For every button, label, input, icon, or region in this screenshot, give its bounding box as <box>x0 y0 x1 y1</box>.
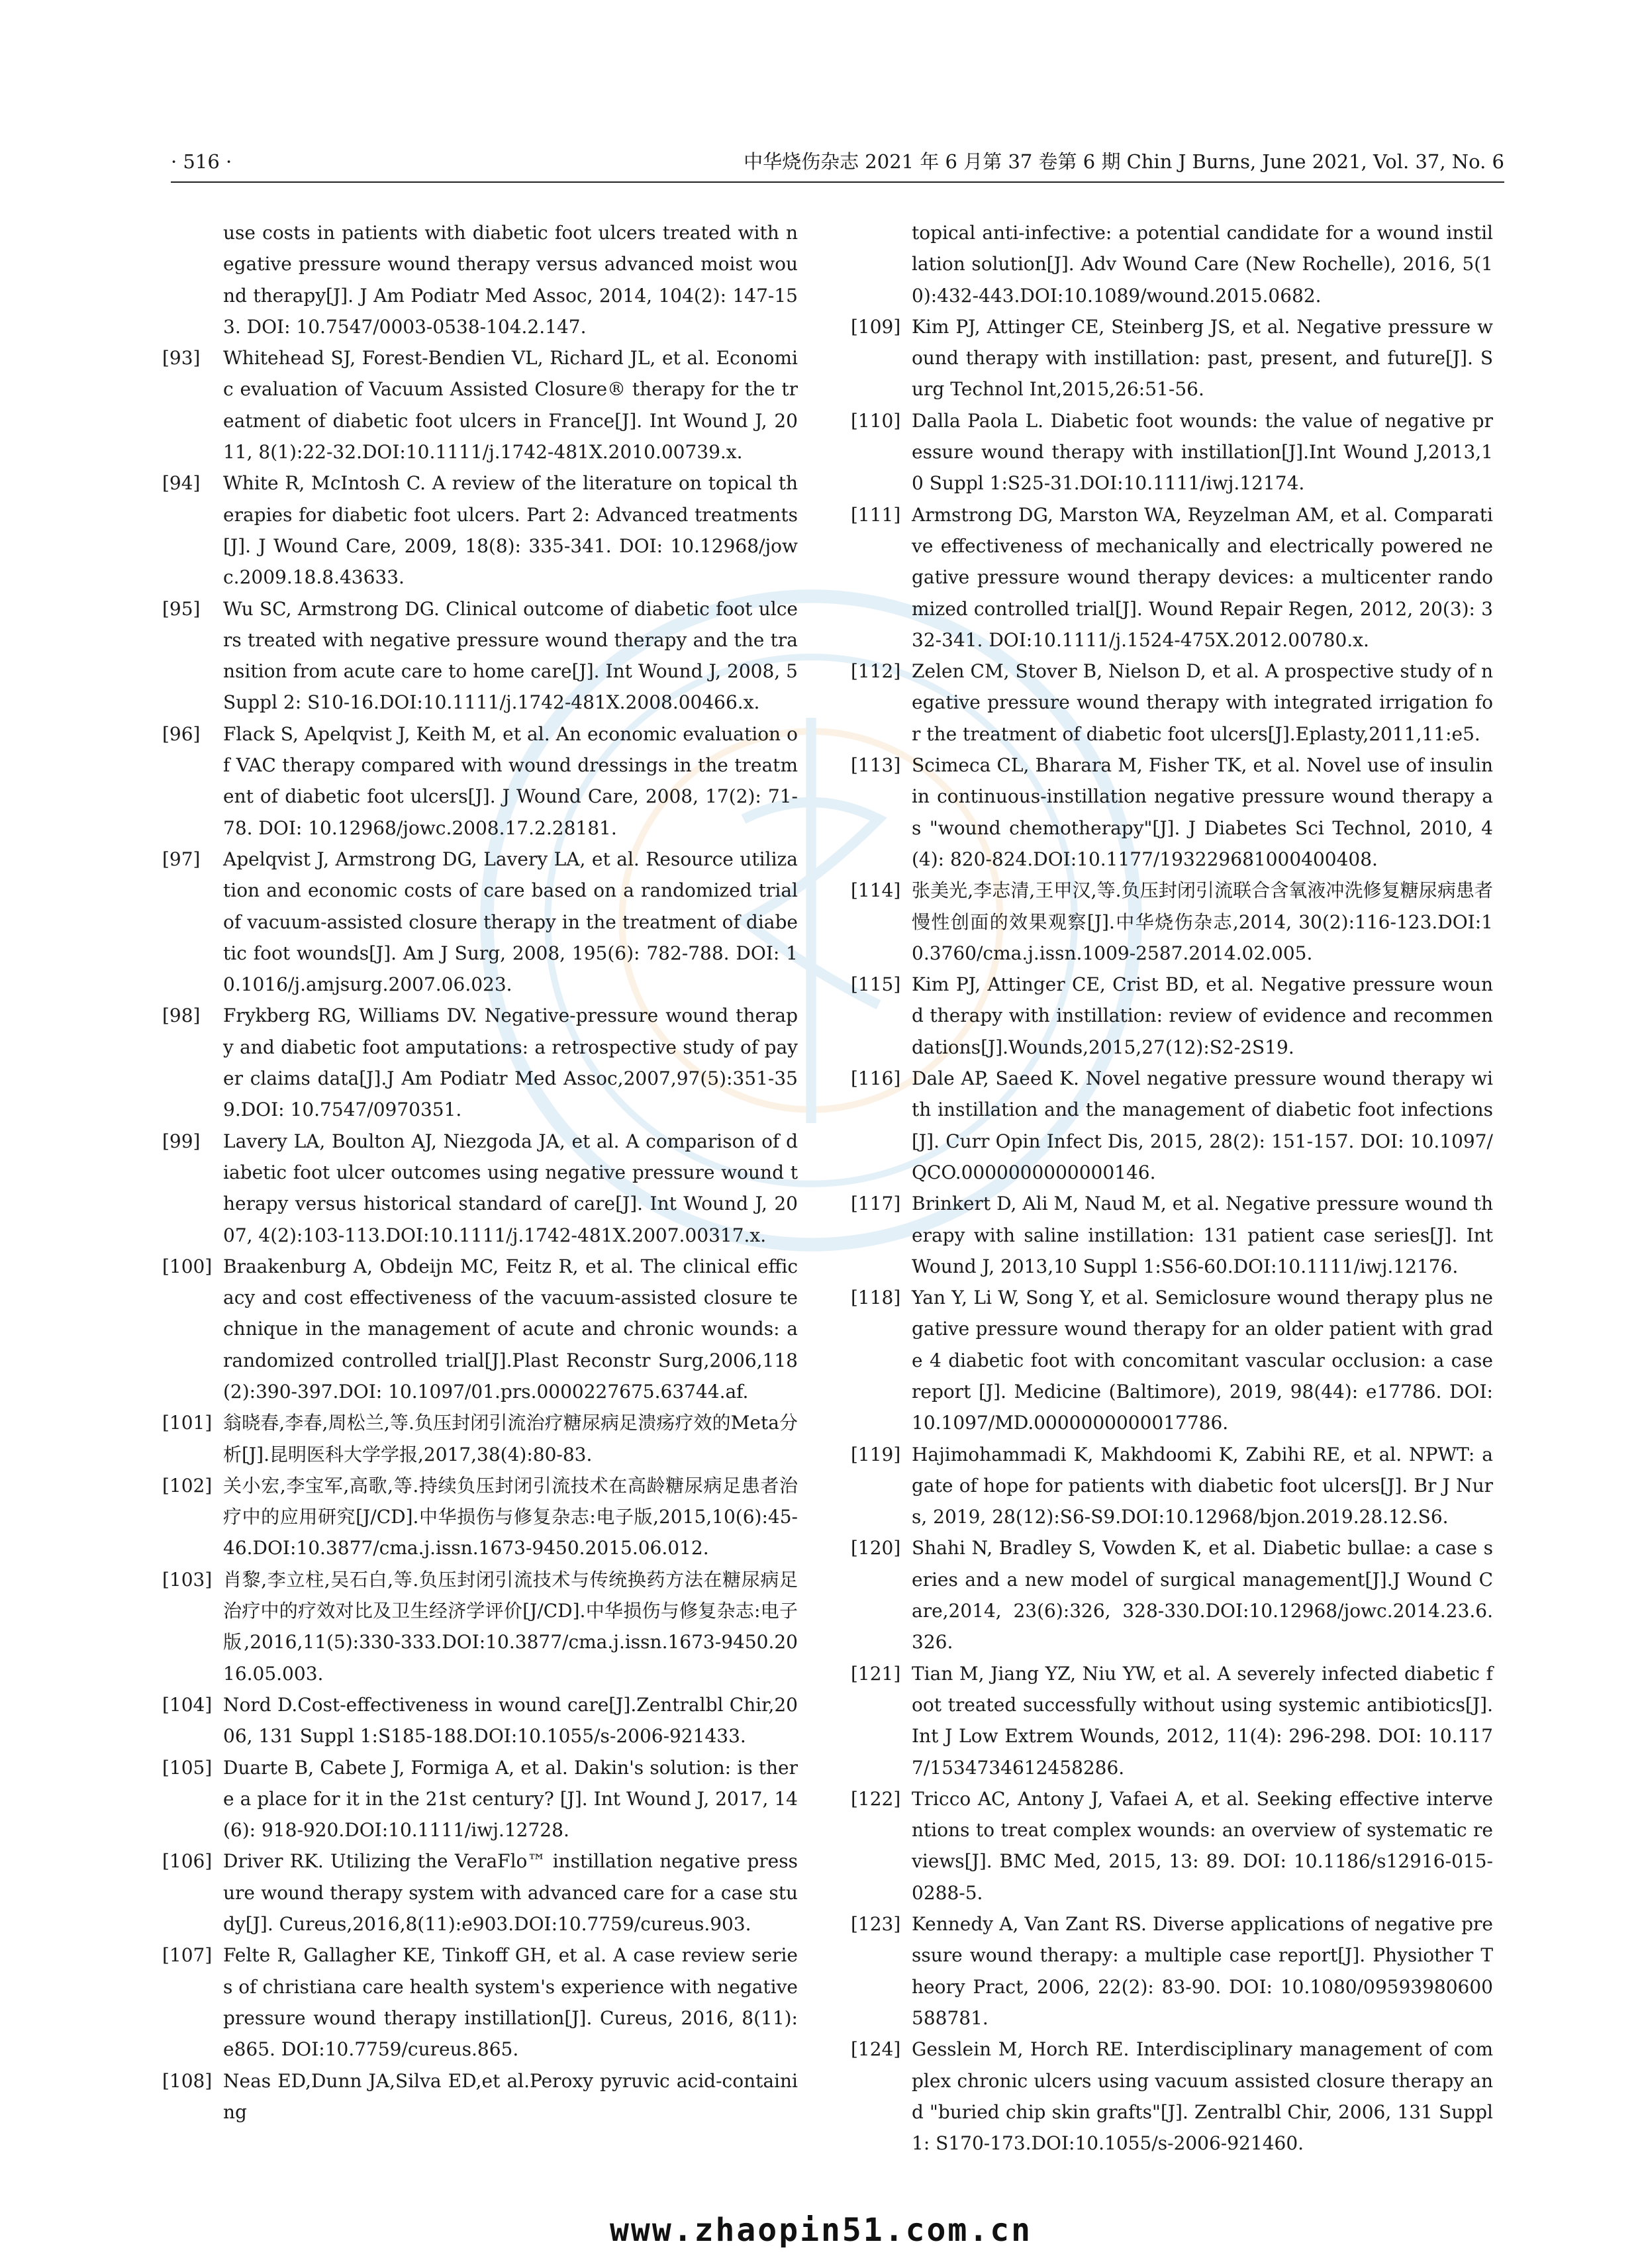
footer-url: www.zhaopin51.com.cn <box>610 2212 1032 2249</box>
reference-item <box>162 1000 798 1125</box>
reference-item <box>162 217 798 342</box>
reference-text: Lavery LA, Boulton AJ, Niezgoda JA, et al. A comparison of diabetic foot ulcer outcomes using negative pressure wound therapy versus historical standard of care[J]. Int Wound J, 2007, 4(2):103-113.DOI:10.1111/j.1742-481X.2007.00317.x. <box>223 1130 798 1246</box>
reference-item <box>851 1658 1493 1783</box>
reference-number: [111] <box>851 503 901 526</box>
reference-text: use costs in patients with diabetic foot ulcers treated with negative pressure wound therapy versus advanced moist wound therapy[J]. J Am Podiatr Med Assoc, 2014, 104(2): 147-153. DOI: 10.7547/0003-0538-104.2.147. <box>223 222 798 338</box>
reference-text: White R, McIntosh C. A review of the literature on topical therapies for diabetic foot ulcers. Part 2: Advanced treatments[J]. J Wound Care, 2009, 18(8): 335-341. DOI: 10.12968/jowc.2009.18.8.43633. <box>223 472 798 589</box>
reference-text: Driver RK. Utilizing the VeraFlo™ instillation negative pressure wound therapy system with advanced care for a case study[J]. Cureus,2016,8(11):e903.DOI:10.7759/cureus.903. <box>223 1850 798 1936</box>
reference-text: Dalla Paola L. Diabetic foot wounds: the value of negative pressure wound therapy with instillation[J].Int Wound J,2013,10 Suppl 1:S25-31.DOI:10.1111/iwj.12174. <box>912 409 1493 495</box>
reference-number: [121] <box>851 1662 901 1685</box>
reference-column-right <box>851 217 1493 2159</box>
reference-item <box>851 750 1493 875</box>
reference-item <box>162 468 798 593</box>
reference-number: [93] <box>162 347 201 370</box>
reference-text: Braakenburg A, Obdeijn MC, Feitz R, et al. The clinical efficacy and cost effectiveness of the vacuum-assisted closure technique in the management of acute and chronic wounds: a randomized controlled trial[J].Plast Reconstr Surg,2006,118(2):390-397.DOI: 10.1097/01.prs.0000227675.63744.af. <box>223 1255 798 1403</box>
reference-text: topical anti-infective: a potential candidate for a wound instillation solution[J]. Adv Wound Care (New Rochelle), 2016, 5(10):432-443.DOI:10.1089/wound.2015.0682. <box>912 222 1493 307</box>
reference-item <box>851 217 1493 311</box>
reference-item <box>851 656 1493 750</box>
reference-text: Kim PJ, Attinger CE, Crist BD, et al. Negative pressure wound therapy with instillation: review of evidence and recommendations[J].Wounds,2015,27(12):S2-2S19. <box>912 973 1493 1058</box>
reference-number: [95] <box>162 597 201 620</box>
journal-citation: 中华烧伤杂志 2021 年 6 月第 37 卷第 6 期 Chin J Burns, June 2021, Vol. 37, No. 6 <box>744 150 1504 173</box>
reference-number: [108] <box>162 2069 213 2092</box>
reference-item <box>851 1282 1493 1438</box>
reference-number: [117] <box>851 1193 901 1215</box>
reference-item <box>162 1752 798 1846</box>
reference-number: [102] <box>162 1474 213 1497</box>
reference-column-left <box>162 217 798 2128</box>
reference-item <box>162 1470 798 1564</box>
reference-item <box>162 1689 798 1752</box>
reference-item <box>162 1940 798 2065</box>
reference-item <box>851 1063 1493 1188</box>
reference-text: Kim PJ, Attinger CE, Steinberg JS, et al. Negative pressure wound therapy with instillation: past, present, and future[J]. Surg Technol Int,2015,26:51-56. <box>912 315 1493 401</box>
reference-text: Frykberg RG, Williams DV. Negative-pressure wound therapy and diabetic foot amputations: a retrospective study of payer claims data[J].J Am Podiatr Med Assoc,2007,97(5):351-359.DOI: 10.7547/0970351. <box>223 1005 798 1121</box>
reference-text: Duarte B, Cabete J, Formiga A, et al. Dakin's solution: is there a place for it in the 21st century? [J]. Int Wound J, 2017, 14(6): 918-920.DOI:10.1111/iwj.12728. <box>223 1756 798 1842</box>
reference-text: Wu SC, Armstrong DG. Clinical outcome of diabetic foot ulcers treated with negative pressure wound therapy and the transition from acute care to home care[J]. Int Wound J, 2008, 5 Suppl 2: S10-16.DOI:10.1111/j.1742-481X.2008.00466.x. <box>223 597 798 714</box>
reference-number: [123] <box>851 1913 901 1936</box>
reference-text: Scimeca CL, Bharara M, Fisher TK, et al. Novel use of insulin in continuous-instillation negative pressure wound therapy as "wound chemotherapy"[J]. J Diabetes Sci Technol, 2010, 4(4): 820-824.DOI:10.1177/193229681000400408. <box>912 754 1493 870</box>
reference-text: Flack S, Apelqvist J, Keith M, et al. An economic evaluation of VAC therapy compared with wound dressings in the treatment of diabetic foot ulcers[J]. J Wound Care, 2008, 17(2): 71-78. DOI: 10.12968/jowc.2008.17.2.28181. <box>223 722 798 839</box>
reference-number: [107] <box>162 1944 213 1967</box>
reference-item <box>851 311 1493 405</box>
reference-text: Kennedy A, Van Zant RS. Diverse applications of negative pressure wound therapy: a multiple case report[J]. Physiother Theory Pract, 2006, 22(2): 83-90. DOI: 10.1080/09593980600588781. <box>912 1913 1493 2029</box>
reference-number: [103] <box>162 1568 213 1591</box>
reference-number: [112] <box>851 660 901 683</box>
reference-text: 张美光,李志清,王甲汉,等.负压封闭引流联合含氧液冲洗修复糖尿病患者慢性创面的效果观察[J].中华烧伤杂志,2014, 30(2):116-123.DOI:10.3760/cma.j.issn.1009-2587.2014.02.005. <box>912 879 1493 964</box>
reference-number: [113] <box>851 754 901 777</box>
reference-item <box>162 718 798 844</box>
reference-number: [99] <box>162 1130 201 1152</box>
reference-text: Neas ED,Dunn JA,Silva ED,et al.Peroxy pyruvic acid-containing <box>223 2069 798 2123</box>
reference-text: Gesslein M, Horch RE. Interdisciplinary management of complex chronic ulcers using vacuum assisted closure therapy and "buried chip skin grafts"[J]. Zentralbl Chir, 2006, 131 Suppl 1: S170-173.DOI:10.1055/s-2006-921460. <box>912 2038 1493 2155</box>
reference-item <box>851 1908 1493 2034</box>
reference-number: [120] <box>851 1537 901 1559</box>
reference-item <box>851 2034 1493 2159</box>
reference-item <box>162 593 798 718</box>
reference-text: Whitehead SJ, Forest-Bendien VL, Richard JL, et al. Economic evaluation of Vacuum Assisted Closure® therapy for the treatment of diabetic foot ulcers in France[J]. Int Wound J, 2011, 8(1):22-32.DOI:10.1111/j.1742-481X.2010.00739.x. <box>223 347 798 464</box>
reference-number: [100] <box>162 1255 213 1277</box>
reference-text: Apelqvist J, Armstrong DG, Lavery LA, et al. Resource utilization and economic costs of care based on a randomized trial of vacuum-assisted closure therapy in the treatment of diabetic foot wounds[J]. Am J Surg, 2008, 195(6): 782-788. DOI: 10.1016/j.amjsurg.2007.06.023. <box>223 848 798 996</box>
reference-text: Nord D.Cost-effectiveness in wound care[J].Zentralbl Chir,2006, 131 Suppl 1:S185-188.DOI:10.1055/s-2006-921433. <box>223 1693 798 1748</box>
reference-text: Felte R, Gallagher KE, Tinkoff GH, et al. A case review series of christiana care health system's experience with negative pressure wound therapy instillation[J]. Cureus, 2016, 8(11): e865. DOI:10.7759/cureus.865. <box>223 1944 798 2061</box>
page-number: · 516 · <box>171 150 232 173</box>
reference-number: [96] <box>162 722 201 745</box>
reference-text: Tian M, Jiang YZ, Niu YW, et al. A severely infected diabetic foot treated successfully without using systemic antibiotics[J]. Int J Low Extrem Wounds, 2012, 11(4): 296-298. DOI: 10.1177/1534734612458286. <box>912 1662 1493 1779</box>
reference-number: [124] <box>851 2038 901 2061</box>
reference-number: [116] <box>851 1067 901 1090</box>
reference-text: Shahi N, Bradley S, Vowden K, et al. Diabetic bullae: a case series and a new model of surgical management[J].J Wound Care,2014, 23(6):326, 328-330.DOI:10.12968/jowc.2014.23.6.326. <box>912 1537 1493 1653</box>
running-header <box>171 142 1504 183</box>
reference-item <box>162 342 798 468</box>
reference-number: [97] <box>162 848 201 870</box>
reference-item <box>162 2065 798 2128</box>
reference-item <box>162 1407 798 1470</box>
reference-text: 关小宏,李宝军,高歌,等.持续负压封闭引流技术在高龄糖尿病足患者治疗中的应用研究[J/CD].中华损伤与修复杂志:电子版,2015,10(6):45-46.DOI:10.3877/cma.j.issn.1673-9450.2015.06.012. <box>223 1474 798 1559</box>
reference-item <box>851 499 1493 656</box>
reference-text: Armstrong DG, Marston WA, Reyzelman AM, et al. Comparative effectiveness of mechanically and electrically powered negative pressure wound therapy devices: a multicenter randomized controlled trial[J]. Wound Repair Regen, 2012, 20(3): 332-341. DOI:10.1111/j.1524-475X.2012.00780.x. <box>912 503 1493 651</box>
reference-text: Hajimohammadi K, Makhdoomi K, Zabihi RE, et al. NPWT: a gate of hope for patients with diabetic foot ulcers[J]. Br J Nurs, 2019, 28(12):S6-S9.DOI:10.12968/bjon.2019.28.12.S6. <box>912 1443 1493 1528</box>
reference-text: Yan Y, Li W, Song Y, et al. Semiclosure wound therapy plus negative pressure wound therapy for an older patient with grade 4 diabetic foot with concomitant vascular occlusion: a case report [J]. Medicine (Baltimore), 2019, 98(44): e17786. DOI: 10.1097/MD.0000000000017786. <box>912 1287 1493 1434</box>
reference-item <box>851 875 1493 969</box>
reference-text: Brinkert D, Ali M, Naud M, et al. Negative pressure wound therapy with saline instillation: 131 patient case series[J]. Int Wound J, 2013,10 Suppl 1:S56-60.DOI:10.1111/iwj.12176. <box>912 1193 1493 1277</box>
reference-item <box>851 1188 1493 1282</box>
reference-number: [110] <box>851 409 901 432</box>
reference-number: [119] <box>851 1443 901 1465</box>
reference-number: [114] <box>851 879 901 902</box>
reference-text: Tricco AC, Antony J, Vafaei A, et al. Seeking effective interventions to treat complex wounds: an overview of systematic reviews[J]. BMC Med, 2015, 13: 89. DOI: 10.1186/s12916-015-0288-5. <box>912 1787 1493 1904</box>
reference-number: [109] <box>851 315 901 338</box>
reference-item <box>162 1564 798 1689</box>
reference-item <box>162 1846 798 1940</box>
reference-item <box>851 405 1493 499</box>
reference-number: [98] <box>162 1005 201 1027</box>
reference-item <box>851 1439 1493 1533</box>
reference-item <box>162 844 798 1000</box>
reference-number: [94] <box>162 472 201 495</box>
reference-text: 翁晓春,李春,周松兰,等.负压封闭引流治疗糖尿病足溃疡疗效的Meta分析[J].昆明医科大学学报,2017,38(4):80-83. <box>223 1412 798 1465</box>
reference-item <box>162 1251 798 1407</box>
reference-number: [104] <box>162 1693 213 1716</box>
reference-text: 肖黎,李立柱,吴石白,等.负压封闭引流技术与传统换药方法在糖尿病足治疗中的疗效对比及卫生经济学评价[J/CD].中华损伤与修复杂志:电子版,2016,11(5):330-333.DOI:10.3877/cma.j.issn.1673-9450.2016.05.003. <box>223 1568 798 1685</box>
reference-item <box>162 1126 798 1251</box>
reference-item <box>851 969 1493 1063</box>
reference-text: Zelen CM, Stover B, Nielson D, et al. A prospective study of negative pressure wound therapy with integrated irrigation for the treatment of diabetic foot ulcers[J].Eplasty,2011,11:e5. <box>912 660 1493 745</box>
reference-number: [115] <box>851 973 901 996</box>
reference-item <box>851 1783 1493 1908</box>
reference-number: [118] <box>851 1287 901 1309</box>
reference-text: Dale AP, Saeed K. Novel negative pressure wound therapy with instillation and the management of diabetic foot infections[J]. Curr Opin Infect Dis, 2015, 28(2): 151-157. DOI: 10.1097/QCO.0000000000000146. <box>912 1067 1493 1183</box>
reference-number: [106] <box>162 1850 213 1873</box>
reference-number: [105] <box>162 1756 213 1779</box>
reference-number: [122] <box>851 1787 901 1810</box>
reference-number: [101] <box>162 1412 213 1434</box>
reference-item <box>851 1532 1493 1657</box>
